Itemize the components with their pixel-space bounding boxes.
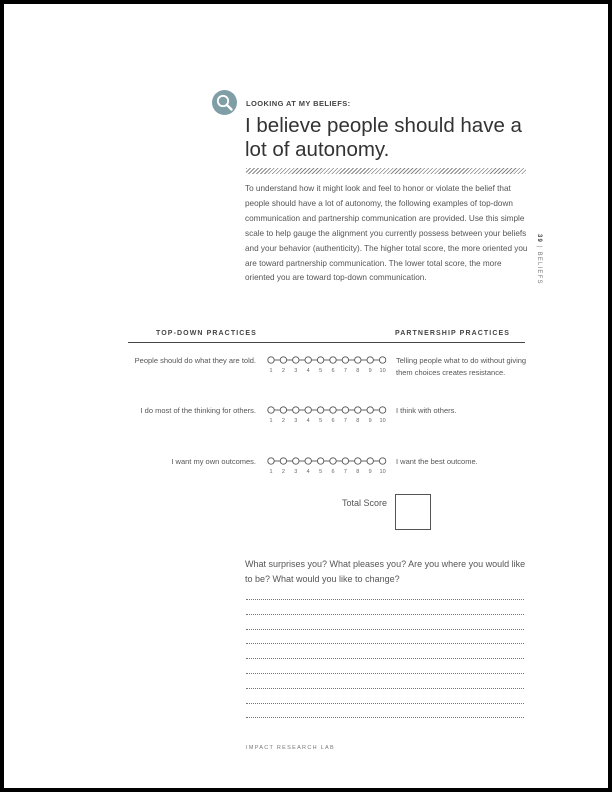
footer-brand: IMPACT RESEARCH LAB [246,745,335,751]
scale-graphic [266,404,391,426]
scale-option-1[interactable] [268,407,274,413]
scale-label-10: 10 [379,368,386,374]
writing-line[interactable] [246,688,524,689]
scale-option-5[interactable] [317,357,323,363]
scale-option-6[interactable] [330,407,336,413]
scale-option-6[interactable] [330,357,336,363]
writing-line[interactable] [246,717,524,718]
scale-option-1[interactable] [268,458,274,464]
scale-label-9: 9 [368,469,372,475]
scale-graphic [266,354,391,376]
scale-label-8: 8 [356,418,360,424]
scale-option-8[interactable] [355,458,361,464]
scale-option-2[interactable] [280,357,286,363]
scale-label-3: 3 [294,469,298,475]
page-title: I believe people should have a lot of autonomy. [245,114,522,161]
row-1-partnership: Telling people what to do without giving them choices creates resistance. [396,356,527,377]
scale-label-8: 8 [356,368,360,374]
scale-option-9[interactable] [367,357,373,363]
scale-option-2[interactable] [280,407,286,413]
scale-label-5: 5 [319,418,323,424]
writing-line[interactable] [246,629,524,630]
scale-label-7: 7 [343,418,347,424]
scale-option-7[interactable] [342,458,348,464]
scale-option-3[interactable] [293,407,299,413]
total-score-box[interactable] [395,494,431,530]
header-rule [128,342,525,343]
scale-label-10: 10 [379,469,386,475]
scale-label-3: 3 [294,368,298,374]
rating-scale-row-1[interactable] [266,354,391,376]
scale-option-9[interactable] [367,458,373,464]
scale-option-5[interactable] [317,458,323,464]
top-down-header: TOP-DOWN PRACTICES [156,330,257,337]
row-3-top-down: I want my own outcomes. [171,457,256,466]
scale-label-3: 3 [294,418,298,424]
search-icon [212,90,237,115]
scale-option-3[interactable] [293,458,299,464]
scale-option-10[interactable] [379,458,385,464]
scale-option-2[interactable] [280,458,286,464]
scale-label-9: 9 [368,368,372,374]
scale-option-10[interactable] [379,357,385,363]
hatch-divider [246,168,526,174]
scale-label-6: 6 [331,368,335,374]
writing-line[interactable] [246,673,524,674]
scale-label-6: 6 [331,418,335,424]
scale-label-4: 4 [306,418,310,424]
scale-option-7[interactable] [342,357,348,363]
scale-option-8[interactable] [355,407,361,413]
scale-label-5: 5 [319,469,323,475]
scale-option-4[interactable] [305,407,311,413]
scale-label-7: 7 [343,368,347,374]
section-eyebrow: LOOKING AT MY BELIEFS: [246,99,351,108]
page [4,4,608,788]
scale-option-8[interactable] [355,357,361,363]
scale-option-3[interactable] [293,357,299,363]
scale-option-10[interactable] [379,407,385,413]
writing-line[interactable] [246,703,524,704]
rating-scale-row-3[interactable] [266,455,391,477]
total-score-label: Total Score [341,498,387,508]
scale-label-8: 8 [356,469,360,475]
scale-label-2: 2 [281,469,285,475]
scale-label-6: 6 [331,469,335,475]
writing-line[interactable] [246,643,524,644]
scale-label-10: 10 [379,418,386,424]
scale-label-2: 2 [281,368,285,374]
row-3-partnership: I want the best outcome. [396,457,478,466]
scale-option-6[interactable] [330,458,336,464]
scale-option-4[interactable] [305,357,311,363]
scale-label-4: 4 [306,469,310,475]
side-page-tab: 39 | BELIEFS [536,234,542,285]
scale-label-2: 2 [281,418,285,424]
scale-label-5: 5 [319,368,323,374]
scale-option-5[interactable] [317,407,323,413]
scale-label-9: 9 [368,418,372,424]
scale-option-4[interactable] [305,458,311,464]
writing-line[interactable] [246,599,524,600]
partnership-header: PARTNERSHIP PRACTICES [395,330,511,337]
row-2-partnership: I think with others. [396,406,457,415]
scale-label-1: 1 [269,418,273,424]
reflection-prompt: What surprises you? What pleases you? Are you where you would like to be? What would you like to change? [245,559,526,584]
intro-paragraph: To understand how it might look and feel to honor or violate the belief that people should have a lot of autonomy, the following examples of top-down communication and partnership communication are provided. Use this simple scale to help gauge the alignment you currently possess between your beliefs and your behavior (authenticity). The higher total score, the more oriented you are toward partnership communication. The lower total score, the more oriented you are toward top-down communication. [245,184,528,283]
scale-graphic [266,455,391,477]
scale-label-1: 1 [269,469,273,475]
scale-label-1: 1 [269,368,273,374]
row-2-top-down: I do most of the thinking for others. [140,406,256,415]
scale-option-9[interactable] [367,407,373,413]
rating-scale-row-2[interactable] [266,404,391,426]
page-number: 39 [536,234,542,244]
writing-line[interactable] [246,658,524,659]
scale-option-1[interactable] [268,357,274,363]
scale-option-7[interactable] [342,407,348,413]
row-1-top-down: People should do what they are told. [134,356,256,365]
writing-line[interactable] [246,614,524,615]
scale-label-4: 4 [306,368,310,374]
scale-label-7: 7 [343,469,347,475]
section-name: BELIEFS [536,251,542,285]
